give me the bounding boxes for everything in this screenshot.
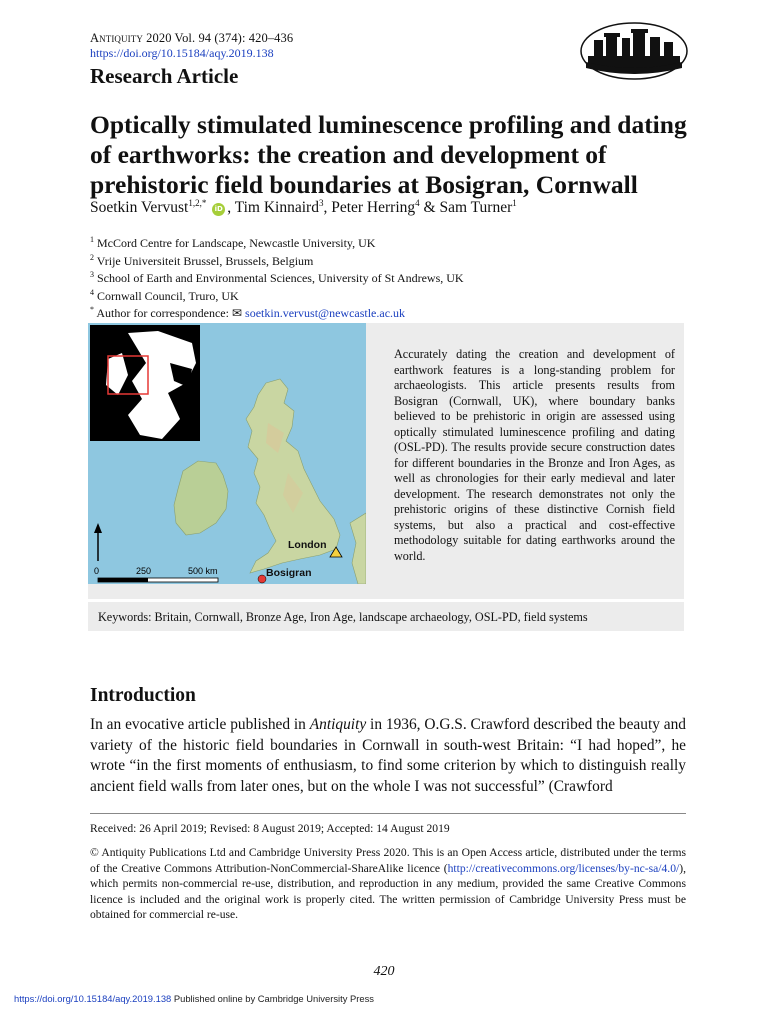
license-text-a: © Antiquity Publications Ltd and Cambridge University Press 2020. This is an Open Access article, distributed under the terms of the Creative Commons Attribution-NonCommercial-ShareAlike licence ( [90, 846, 686, 875]
location-map [88, 323, 366, 584]
author-sup: 1 [512, 198, 517, 208]
scale-label-250: 250 [136, 566, 152, 576]
correspondence [90, 303, 464, 321]
bosigran-marker-icon [258, 575, 266, 583]
doi-link[interactable]: https://doi.org/10.15184/aqy.2019.138 [90, 46, 274, 60]
affiliation-item [90, 233, 464, 251]
affiliation-item [90, 251, 464, 269]
correspondence-label: Author for correspondence: [96, 306, 229, 320]
license-link[interactable]: http://creativecommons.org/licenses/by-nc-sa/4.0/ [447, 861, 680, 875]
journal-issue: 2020 Vol. 94 (374): 420–436 [146, 31, 294, 45]
license-text-b: ), which permits non-commercial re-use, distribution, and reproduction in any medium, provided the same Creative Commons licence is included and the original work is properly cited. The written permission of Cambridge University Press must be obtained for commercial re-use. [90, 861, 686, 921]
author-sup: 4 [415, 198, 420, 208]
section-heading: Introduction [90, 685, 196, 706]
author-sup: 3 [318, 198, 324, 208]
map-label-london: London [288, 539, 327, 551]
affiliation-sup: 3 [90, 270, 94, 279]
keywords: Keywords: Britain, Cornwall, Bronze Age, Iron Age, landscape archaeology, OSL-PD, field systems [98, 610, 588, 624]
affiliation-item [90, 268, 464, 286]
footer-doi-link[interactable]: https://doi.org/10.15184/aqy.2019.138 [14, 993, 172, 1004]
divider [90, 813, 686, 814]
email-link[interactable]: soetkin.vervust@newcastle.ac.uk [245, 306, 406, 320]
article-type: Research Article [90, 64, 239, 88]
affiliation-text: Cornwall Council, Truro, UK [97, 288, 239, 303]
author-name: Sam Turner [439, 199, 513, 217]
affiliation-sup: 4 [90, 287, 94, 297]
author-name: Peter Herring [331, 199, 416, 217]
intro-journal-name: Antiquity [309, 716, 367, 733]
affiliations [90, 233, 464, 321]
received-dates: Received: 26 April 2019; Revised: 8 August 2019; Accepted: 14 August 2019 [90, 822, 450, 835]
journal-name: Antiquity [90, 31, 143, 45]
author-list: Soetkin Vervust$^{1,2,*}$ iD , Tim Kinnaird$^3$, Peter Herring$^4$ & Sam Turner$^1$ [90, 198, 517, 217]
antiquity-logo [580, 22, 688, 80]
author-sup: 1,2,* [188, 198, 207, 208]
scale-label-500: 500 km [188, 566, 218, 576]
journal-citation [90, 31, 293, 46]
footer-text: Published online by Cambridge University Press [173, 993, 374, 1004]
affiliation-sup: 2 [90, 252, 94, 262]
footer [14, 993, 374, 1004]
license-text [90, 845, 686, 923]
abstract-text: Accurately dating the creation and development of earthwork features is a long-standing problem for archaeologists. This article presents results from Bosigran (Cornwall, UK), where boundary banks believed to be prehistoric in origin are assessed using optically stimulated luminescence profiling and dating (OSL-PD). The results provide secure construction dates for different boundaries in the Bronze and Iron Ages, as well as chronologies for their early medieval and later development. The research demonstrates not only the prehistoric origins of these distinctive Cornish field systems, but also a practical and cost-effective methodology suitable for dating earthworks around the world. [394, 347, 675, 563]
mail-icon: ✉ [231, 306, 243, 320]
affiliation-item [90, 286, 464, 304]
scale-label-0: 0 [94, 566, 100, 576]
page-number: 420 [373, 964, 395, 979]
map-label-bosigran: Bosigran [266, 567, 312, 579]
affiliation-sup: 1 [90, 235, 94, 244]
intro-text-b: in 1936, O.G.S. Crawford described the beauty and variety of the historic field boundaries in Cornwall in south-west Britain: “I had hoped”, he wrote “in the first moments of enthusiasm, to find some criterion by which to distinguish really ancient field walls from later ones, but on the whole I was not successful” (Crawford [90, 716, 686, 795]
author-name: Soetkin Vervust [90, 199, 189, 217]
author-name: Tim Kinnaird [234, 199, 319, 217]
intro-paragraph [90, 715, 686, 797]
intro-text-a: In an evocative article published in [90, 716, 310, 733]
affiliation-text: McCord Centre for Landscape, Newcastle University, UK [97, 236, 376, 250]
affiliation-text: School of Earth and Environmental Sciences, University of St Andrews, UK [97, 271, 464, 285]
correspondence-sup: * [90, 305, 94, 314]
affiliation-text: Vrije Universiteit Brussel, Brussels, Belgium [96, 253, 314, 268]
article-title: Optically stimulated luminescence profiling and dating of earthworks: the creation and development of prehistoric field boundaries at Bosigran, Cornwall [90, 110, 687, 199]
orcid-icon[interactable]: iD [212, 203, 225, 216]
